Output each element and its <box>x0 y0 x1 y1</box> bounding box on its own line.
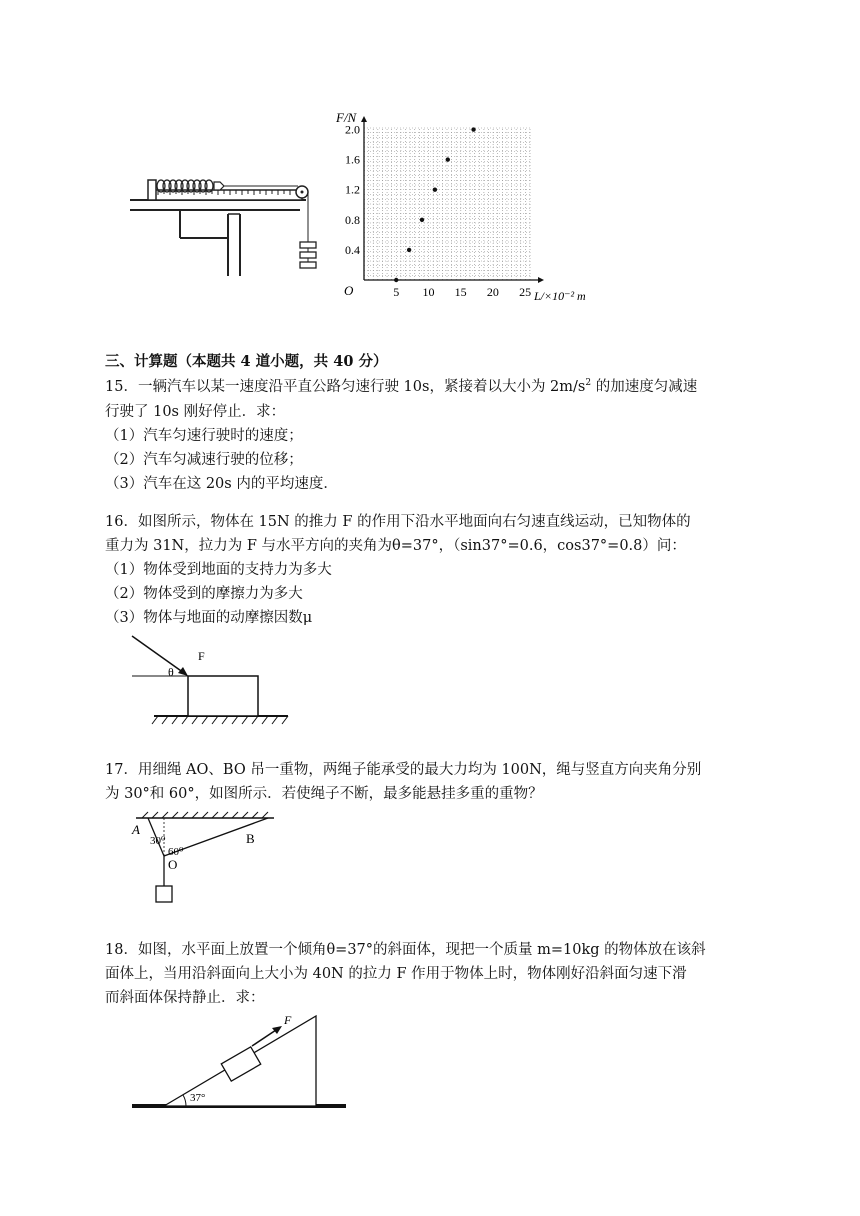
q16-block-figure <box>128 630 298 730</box>
data-point <box>433 188 437 192</box>
q16-line2: 重力为 31N，拉力为 F 与水平方向的夹角为θ=37°，（sin37°=0.6，cos37°=0.8）问： <box>105 538 686 554</box>
section-heading: 三、计算题（本题共 4 道小题，共 40 分） <box>105 353 388 370</box>
q18-line2: 面体上，当用沿斜面向上大小为 40N 的拉力 F 作用于物体上时，物体刚好沿斜面匀速下滑 <box>105 966 687 982</box>
data-point <box>407 248 411 252</box>
x-tick-label: 15 <box>454 285 467 299</box>
chart-grid <box>364 128 530 280</box>
y-tick-label: 0.8 <box>345 212 360 227</box>
q15-line2: 行驶了 10s 刚好停止．求： <box>105 404 286 420</box>
q17-label-a: A <box>132 822 140 837</box>
y-tick-label: 1.6 <box>345 152 360 167</box>
q15-line1 <box>105 377 697 397</box>
x-axis-label: L/×10⁻² m <box>534 289 586 303</box>
q16-block <box>188 676 258 716</box>
data-point <box>394 278 398 282</box>
q15-line1-tail: 的加速度匀减速 <box>591 379 698 395</box>
q16-item-3: （3）物体与地面的动摩擦因数μ <box>105 610 313 626</box>
q18-angle-label: 37° <box>190 1092 206 1104</box>
force-length-chart <box>330 110 600 306</box>
q16-force-label: F <box>198 649 205 663</box>
q15-item-2: （2）汽车匀减速行驶的位移； <box>105 452 303 468</box>
spring-apparatus-figure <box>128 170 324 280</box>
data-point <box>446 157 450 161</box>
q17-line2: 为 30°和 60°，如图所示．若使绳子不断，最多能悬挂多重的重物？ <box>105 786 543 802</box>
q17-angle-60: 60⁰ <box>168 846 184 858</box>
q17-angle-30: 30⁰ <box>150 835 166 847</box>
q18-force-arrow <box>272 1026 282 1034</box>
data-point <box>420 218 424 222</box>
x-tick-label: 25 <box>519 285 532 299</box>
q15-line1-sup: 2 <box>585 378 592 389</box>
q17-label-o: O <box>168 857 178 872</box>
y-tick-label: 1.2 <box>345 182 360 197</box>
q15-line1-main: 15．一辆汽车以某一速度沿平直公路匀速行驶 10s，紧接着以大小为 2m/s <box>105 379 586 395</box>
y-axis-label: F/N <box>336 110 357 125</box>
data-point <box>471 127 475 131</box>
q17-ropes-figure <box>128 810 278 910</box>
q16-line1: 16．如图所示，物体在 15N 的推力 F 的作用下沿水平地面向右匀速直线运动，已知物体的 <box>105 514 691 530</box>
y-axis-arrow <box>361 116 367 122</box>
y-tick-label: 0.4 <box>345 242 360 257</box>
q18-force-label: F <box>284 1013 292 1027</box>
q15-item-1: （1）汽车匀速行驶时的速度； <box>105 428 303 444</box>
q17-label-b: B <box>246 831 255 846</box>
y-tick-label: 2.0 <box>345 122 360 137</box>
q18-incline-figure <box>128 1010 352 1114</box>
x-tick-label: 10 <box>422 285 435 299</box>
q16-angle-label: θ <box>168 665 174 679</box>
q17-line1: 17．用细绳 AO、BO 吊一重物，两绳子能承受的最大力均为 100N，绳与竖直方向夹角分别 <box>105 762 702 778</box>
x-tick-label: 20 <box>486 285 499 299</box>
q16-item-1: （1）物体受到地面的支持力为多大 <box>105 562 332 578</box>
q16-force-arrow <box>178 667 188 676</box>
q18-line3: 而斜面体保持静止．求： <box>105 990 265 1006</box>
q18-line1: 18．如图，水平面上放置一个倾角θ=37°的斜面体，现把一个质量 m=10kg 的物体放在该斜 <box>105 942 706 958</box>
q15-item-3: （3）汽车在这 20s 内的平均速度． <box>105 476 338 492</box>
origin-label: O <box>344 283 354 298</box>
q16-item-2: （2）物体受到的摩擦力为多大 <box>105 586 303 602</box>
x-axis-arrow <box>538 277 544 283</box>
x-tick-label: 5 <box>393 285 400 299</box>
q17-weight <box>156 886 172 902</box>
